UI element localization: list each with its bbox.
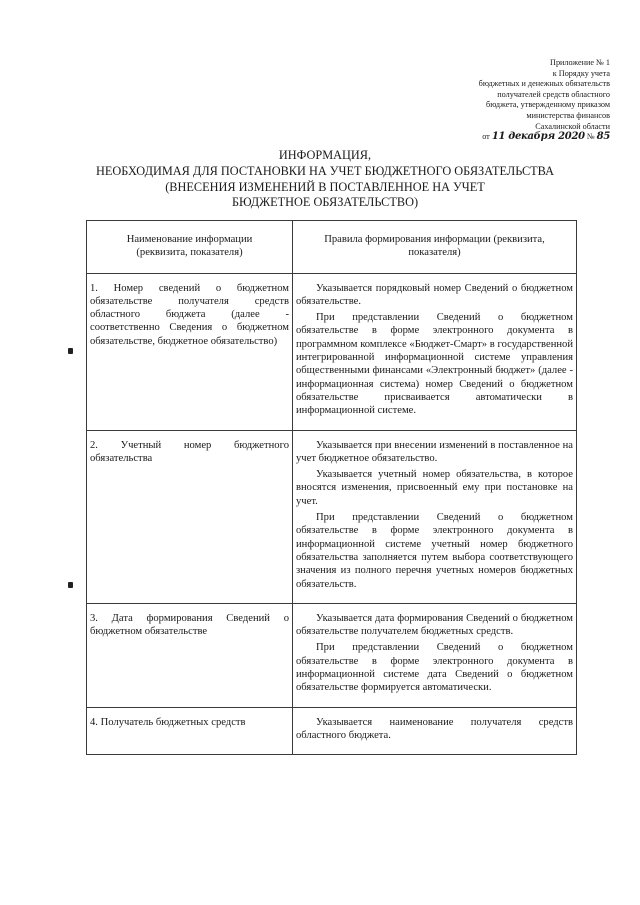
date-prefix: от [482, 132, 490, 142]
appendix-line: Сахалинской области [535, 121, 610, 131]
appendix-line: министерства финансов [526, 110, 610, 120]
rule-paragraph: Указывается при внесении изменений в поставленное на учет бюджетное обязательство. [296, 439, 573, 464]
row-name: 3. Дата формирования Сведений о бюджетном обязательстве [87, 603, 293, 707]
row-name: 4. Получатель бюджетных средств [87, 707, 293, 755]
title-line: НЕОБХОДИМАЯ ДЛЯ ПОСТАНОВКИ НА УЧЕТ БЮДЖЕТНОГО ОБЯЗАТЕЛЬСТВА [96, 163, 554, 178]
rule-paragraph: При представлении Сведений о бюджетном обязательстве в форме электронного документа в программном комплексе «Бюджет-Смарт» в государственной интегрированной информационной системе управления общественными финансами «Электронный бюджет» (далее - информационная система) номер Сведений о бюджетном обязательстве присваивается автоматически в информационной системе. [296, 312, 573, 417]
title-line: БЮДЖЕТНОЕ ОБЯЗАТЕЛЬСТВО) [231, 195, 419, 210]
rule-paragraph: При представлении Сведений о бюджетном обязательстве в форме электронного документа в информационной системе дата Сведений о бюджетном обязательстве формируется автоматически. [296, 642, 573, 694]
scan-speck [68, 582, 73, 588]
rule-paragraph: Указывается наименование получателя средств областного бюджета. [296, 716, 573, 741]
number-prefix: № [586, 132, 595, 142]
appendix-line: бюджетных и денежных обязательств [478, 79, 610, 89]
row-name: 1. Номер сведений о бюджетном обязательстве получателя средств областного бюджета (далее - соответственно Сведения о бюджетном обязательстве, бюджетное обязательство) [87, 273, 293, 430]
rule-paragraph: При представлении Сведений о бюджетном обязательстве в форме электронного документа в информационной системе учетный номер бюджетного обязательства заполняется путем выбора соответствующего значения из полного перечня учетных номеров бюджетных обязательств. [296, 512, 573, 590]
rule-paragraph: Указывается дата формирования Сведений о бюджетном обязательстве получателем бюджетных средств. [296, 612, 573, 638]
appendix-line: получателей средств областного [497, 89, 610, 99]
row-rules [293, 707, 577, 755]
appendix-date-line [430, 132, 610, 143]
row-rules [293, 603, 577, 707]
header-rules: Правила формирования информации (реквизита, показателя) [293, 221, 577, 274]
title-line: (ВНЕСЕНИЯ ИЗМЕНЕНИЙ В ПОСТАВЛЕННОЕ НА УЧЕТ [165, 179, 485, 194]
table-row [87, 273, 577, 430]
handwritten-number: 85 [596, 131, 610, 143]
header-name: Наименование информации (реквизита, показателя) [87, 221, 293, 274]
appendix-header [430, 58, 610, 143]
row-rules [293, 273, 577, 430]
table-row [87, 707, 577, 755]
rule-paragraph: Указывается учетный номер обязательства, в которое вносятся изменения, присвоенный ему при постановке на учет. [296, 469, 573, 507]
table-header-row [87, 221, 577, 274]
scan-speck [68, 348, 73, 354]
rule-paragraph: Указывается порядковый номер Сведений о бюджетном обязательстве. [296, 282, 573, 307]
title-line: ИНФОРМАЦИЯ, [278, 148, 372, 162]
handwritten-date: 11 декабря 2020 [491, 131, 585, 143]
table-row [87, 603, 577, 707]
table-row [87, 430, 577, 603]
appendix-line: к Порядку учета [552, 68, 610, 78]
row-name: 2. Учетный номер бюджетного обязательства [87, 430, 293, 603]
info-table [86, 220, 577, 755]
document-title [60, 148, 590, 211]
appendix-line: Приложение № 1 [550, 58, 610, 67]
appendix-line: бюджета, утвержденному приказом [486, 100, 610, 110]
row-rules [293, 430, 577, 603]
